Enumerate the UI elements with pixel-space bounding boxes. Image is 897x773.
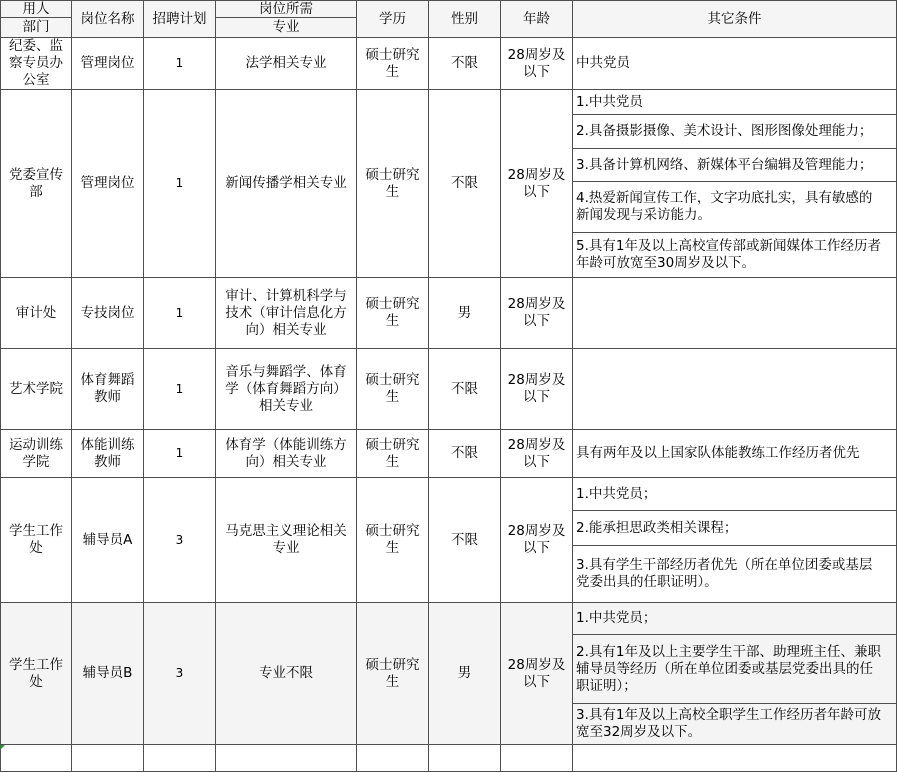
gender-cell: 男 [429,278,501,349]
condition-item: 1.中共党员； [573,478,897,511]
major-cell: 体育学（体能训练方 向）相关专业 [216,430,357,478]
header-req-top: 岗位所需 [216,0,357,18]
condition-item: 3.具有1年及以上高校全职学生工作经历者年龄可放 宽至32周岁及以下。 [573,704,897,745]
dept-cell: 运动训练 学院 [0,430,72,478]
position-cell: 辅导员B [72,603,144,745]
position-cell: 体育舞蹈 教师 [72,349,144,430]
condition-item: 具有两年及以上国家队体能教练工作经历者优先 [573,430,897,478]
plan-cell: 1 [144,349,216,430]
condition-item: 2.具有1年及以上主要学生干部、助理班主任、兼职 辅导员等经历（所在单位团委或基层党委出具的任 职证明）； [573,635,897,704]
plan-cell: 1 [144,278,216,349]
header-age: 年龄 [501,0,573,38]
edu-cell: 硕士研究 生 [357,478,429,603]
position-cell: 管理岗位 [72,38,144,90]
cell-comment-marker [0,745,5,750]
condition-item: 1.中共党员 [573,90,897,115]
major-cell: 音乐与舞蹈学、体育 学（体育舞蹈方向） 相关专业 [216,349,357,430]
age-cell: 28周岁及 以下 [501,603,573,745]
empty-cell [72,745,144,772]
major-cell: 审计、计算机科学与 技术（审计信息化方 向）相关专业 [216,278,357,349]
major-cell: 新闻传播学相关专业 [216,90,357,278]
edu-cell: 硕士研究 生 [357,349,429,430]
age-cell: 28周岁及 以下 [501,478,573,603]
condition-item [573,349,897,430]
major-cell: 专业不限 [216,603,357,745]
gender-cell: 男 [429,603,501,745]
condition-item: 5.具有1年及以上高校宣传部或新闻媒体工作经历者 年龄可放宽至30周岁及以下。 [573,233,897,278]
empty-cell [216,745,357,772]
edu-cell: 硕士研究 生 [357,278,429,349]
header-gender: 性别 [429,0,501,38]
condition-item: 1.中共党员； [573,603,897,635]
dept-cell: 审计处 [0,278,72,349]
plan-cell: 3 [144,478,216,603]
header-other: 其它条件 [573,0,897,38]
edu-cell: 硕士研究 生 [357,38,429,90]
header-req-bottom: 专业 [216,18,357,38]
condition-item: 中共党员 [573,38,897,90]
dept-cell: 纪委、监 察专员办 公室 [0,38,72,90]
major-cell: 法学相关专业 [216,38,357,90]
age-cell: 28周岁及 以下 [501,38,573,90]
age-cell: 28周岁及 以下 [501,430,573,478]
plan-cell: 1 [144,430,216,478]
header-edu: 学历 [357,0,429,38]
empty-cell [144,745,216,772]
condition-item: 3.具备计算机网络、新媒体平台编辑及管理能力； [573,149,897,182]
gender-cell: 不限 [429,90,501,278]
condition-item: 2.能承担思政类相关课程； [573,511,897,546]
position-cell: 辅导员A [72,478,144,603]
condition-item: 4.热爱新闻宣传工作，文字功底扎实，具有敏感的 新闻发现与采访能力。 [573,182,897,233]
empty-cell [573,745,897,772]
dept-cell: 党委宣传 部 [0,90,72,278]
empty-cell [0,745,72,772]
edu-cell: 硕士研究 生 [357,430,429,478]
header-dept-top: 用人 [0,0,72,18]
dept-cell: 学生工作 处 [0,478,72,603]
gender-cell: 不限 [429,478,501,603]
gender-cell: 不限 [429,430,501,478]
gender-cell: 不限 [429,349,501,430]
age-cell: 28周岁及 以下 [501,278,573,349]
header-plan: 招聘计划 [144,0,216,38]
dept-cell: 艺术学院 [0,349,72,430]
header-position: 岗位名称 [72,0,144,38]
empty-cell [501,745,573,772]
major-cell: 马克思主义理论相关 专业 [216,478,357,603]
plan-cell: 1 [144,38,216,90]
edu-cell: 硕士研究 生 [357,603,429,745]
age-cell: 28周岁及 以下 [501,349,573,430]
age-cell: 28周岁及 以下 [501,90,573,278]
empty-cell [357,745,429,772]
empty-cell [429,745,501,772]
plan-cell: 1 [144,90,216,278]
position-cell: 体能训练 教师 [72,430,144,478]
condition-item: 2.具备摄影摄像、美术设计、图形图像处理能力； [573,115,897,149]
gender-cell: 不限 [429,38,501,90]
plan-cell: 3 [144,603,216,745]
header-dept-bottom: 部门 [0,18,72,38]
position-cell: 管理岗位 [72,90,144,278]
condition-item [573,278,897,349]
edu-cell: 硕士研究 生 [357,90,429,278]
position-cell: 专技岗位 [72,278,144,349]
dept-cell: 学生工作 处 [0,603,72,745]
condition-item: 3.具有学生干部经历者优先（所在单位团委或基层 党委出具的任职证明）。 [573,546,897,603]
